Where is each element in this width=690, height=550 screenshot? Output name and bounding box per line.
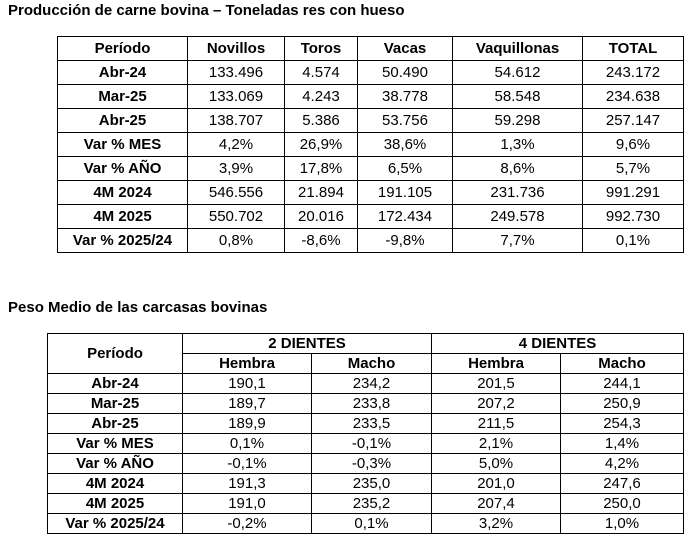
table-cell: 7,7% [453, 229, 583, 253]
header-total: TOTAL [583, 37, 684, 61]
row-label: Abr-24 [48, 374, 183, 394]
table-cell: 234,2 [312, 374, 432, 394]
table-cell: 0,8% [188, 229, 285, 253]
table-row [58, 85, 684, 109]
table-row [48, 494, 684, 514]
row-label: Abr-25 [48, 414, 183, 434]
table-cell: 1,0% [561, 514, 684, 534]
table-cell: 0,1% [312, 514, 432, 534]
table-cell: 5,7% [583, 157, 684, 181]
table-cell: 4.243 [285, 85, 358, 109]
table-cell: 211,5 [432, 414, 561, 434]
table-cell: 1,3% [453, 133, 583, 157]
table-row [48, 374, 684, 394]
table-cell: 38.778 [358, 85, 453, 109]
row-label: Var % MES [48, 434, 183, 454]
table-row [58, 109, 684, 133]
table-row [48, 414, 684, 434]
row-label: Abr-25 [58, 109, 188, 133]
row-label: Var % AÑO [58, 157, 188, 181]
table-cell: 250,0 [561, 494, 684, 514]
table-cell: 3,2% [432, 514, 561, 534]
beef-production-table [57, 36, 684, 253]
table-cell: 5,0% [432, 454, 561, 474]
table-cell: 201,0 [432, 474, 561, 494]
row-label: Var % AÑO [48, 454, 183, 474]
row-label: 4M 2024 [48, 474, 183, 494]
table-cell: -0,3% [312, 454, 432, 474]
table-cell: 546.556 [188, 181, 285, 205]
table-cell: 233,8 [312, 394, 432, 414]
table-cell: 207,2 [432, 394, 561, 414]
table-cell: 992.730 [583, 205, 684, 229]
header-hembra-4d: Hembra [432, 354, 561, 374]
table-cell: -0,1% [312, 434, 432, 454]
table-cell: 3,9% [188, 157, 285, 181]
table-cell: 249.578 [453, 205, 583, 229]
table-cell: 133.069 [188, 85, 285, 109]
table-cell: 250,9 [561, 394, 684, 414]
table-cell: 17,8% [285, 157, 358, 181]
table-cell: 2,1% [432, 434, 561, 454]
header-toros: Toros [285, 37, 358, 61]
table-cell: 5.386 [285, 109, 358, 133]
table-row [58, 205, 684, 229]
row-label: 4M 2025 [48, 494, 183, 514]
table-cell: 991.291 [583, 181, 684, 205]
table-cell: 231.736 [453, 181, 583, 205]
table-cell: 26,9% [285, 133, 358, 157]
table-cell: 191,0 [183, 494, 312, 514]
row-label: Mar-25 [58, 85, 188, 109]
table-cell: 6,5% [358, 157, 453, 181]
table-cell: 254,3 [561, 414, 684, 434]
table-cell: 20.016 [285, 205, 358, 229]
table-cell: 1,4% [561, 434, 684, 454]
table-row [58, 157, 684, 181]
table-row [48, 474, 684, 494]
table-cell: 191,3 [183, 474, 312, 494]
table-cell: 50.490 [358, 61, 453, 85]
carcass-weight-table-title: Peso Medio de las carcasas bovinas [8, 299, 268, 316]
table-cell: 550.702 [188, 205, 285, 229]
table-cell: 133.496 [188, 61, 285, 85]
table-row [58, 181, 684, 205]
header-vacas: Vacas [358, 37, 453, 61]
table-header-row [58, 37, 684, 61]
production-table-title: Producción de carne bovina – Toneladas res con hueso [8, 2, 405, 19]
table-cell: 201,5 [432, 374, 561, 394]
table-row [58, 61, 684, 85]
table-cell: 4,2% [561, 454, 684, 474]
table-cell: 189,9 [183, 414, 312, 434]
header-macho-2d: Macho [312, 354, 432, 374]
table-row [58, 229, 684, 253]
table-row [48, 514, 684, 534]
row-label: 4M 2024 [58, 181, 188, 205]
header-macho-4d: Macho [561, 354, 684, 374]
table-row [48, 434, 684, 454]
table-cell: 190,1 [183, 374, 312, 394]
row-label: Abr-24 [58, 61, 188, 85]
header-vaquillonas: Vaquillonas [453, 37, 583, 61]
table-cell: 207,4 [432, 494, 561, 514]
table-cell: 9,6% [583, 133, 684, 157]
table-cell: -8,6% [285, 229, 358, 253]
row-label: Var % 2025/24 [48, 514, 183, 534]
table-cell: 235,2 [312, 494, 432, 514]
header-hembra-2d: Hembra [183, 354, 312, 374]
row-label: Mar-25 [48, 394, 183, 414]
table-cell: 0,1% [183, 434, 312, 454]
table-cell: 189,7 [183, 394, 312, 414]
table-cell: 4.574 [285, 61, 358, 85]
table-cell: 138.707 [188, 109, 285, 133]
header-2-dientes: 2 DIENTES [183, 334, 432, 354]
table-cell: 243.172 [583, 61, 684, 85]
table-cell: 21.894 [285, 181, 358, 205]
table-cell: 233,5 [312, 414, 432, 434]
table-cell: 58.548 [453, 85, 583, 109]
table-cell: 234.638 [583, 85, 684, 109]
table-cell: 38,6% [358, 133, 453, 157]
table-cell: 247,6 [561, 474, 684, 494]
table-group-header-row [48, 334, 684, 354]
table-cell: 191.105 [358, 181, 453, 205]
table-row [58, 133, 684, 157]
table-cell: 8,6% [453, 157, 583, 181]
table-cell: 257.147 [583, 109, 684, 133]
row-label: Var % 2025/24 [58, 229, 188, 253]
row-label: 4M 2025 [58, 205, 188, 229]
table-row [48, 454, 684, 474]
header-novillos: Novillos [188, 37, 285, 61]
table-cell: 53.756 [358, 109, 453, 133]
table-cell: 244,1 [561, 374, 684, 394]
table-cell: 4,2% [188, 133, 285, 157]
table-cell: 59.298 [453, 109, 583, 133]
table-cell: -9,8% [358, 229, 453, 253]
table-cell: 0,1% [583, 229, 684, 253]
table-cell: 172.434 [358, 205, 453, 229]
header-period: Período [58, 37, 188, 61]
table-cell: -0,1% [183, 454, 312, 474]
table-cell: 235,0 [312, 474, 432, 494]
table-cell: -0,2% [183, 514, 312, 534]
header-4-dientes: 4 DIENTES [432, 334, 684, 354]
row-label: Var % MES [58, 133, 188, 157]
table-cell: 54.612 [453, 61, 583, 85]
table-row [48, 394, 684, 414]
header-period: Período [48, 334, 183, 374]
carcass-weight-table [47, 333, 684, 534]
